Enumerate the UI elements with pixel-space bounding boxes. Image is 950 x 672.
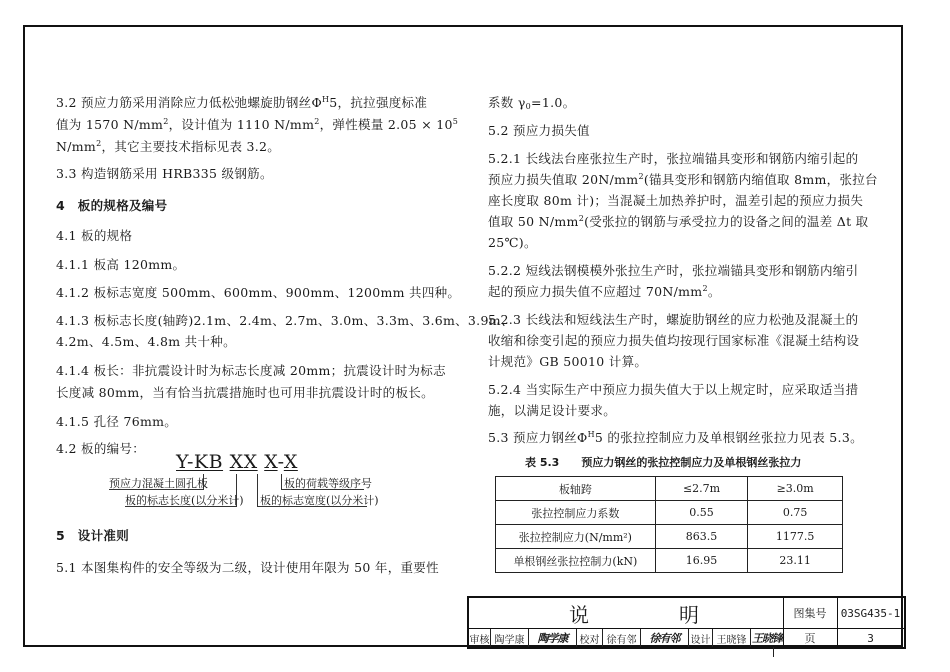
- table-row: [496, 525, 843, 549]
- check-label: 校对: [577, 629, 603, 647]
- heading-4-1: 4.1 板的规格: [56, 228, 133, 243]
- atlas-number: 03SG435-1: [840, 606, 901, 620]
- table-row: [496, 549, 843, 573]
- title-block: [467, 596, 906, 649]
- heading-section-5: 5 设计准则: [56, 528, 129, 543]
- header-cell: 板轴跨: [496, 477, 656, 501]
- table-row: [496, 501, 843, 525]
- checker-signature: 徐有邻: [641, 629, 689, 647]
- designer-signature: 王晓锋: [752, 632, 782, 645]
- table-5-3: [495, 476, 843, 573]
- label-plate-length: 板的标志长度(以分米计): [125, 494, 244, 507]
- cell-value: 0.75: [748, 501, 843, 525]
- para-4-1-2: 4.1.2 板标志宽度 500mm、600mm、900mm、1200mm 共四种。: [56, 285, 461, 300]
- signature-stroke: [773, 647, 774, 657]
- para-5-2-3-line2: 收缩和徐变引起的预应力损失值均按现行国家标准《混凝土结构设: [488, 333, 860, 348]
- para-5-2-4-line1: 5.2.4 当实际生产中预应力损失值大于以上规定时，应采取适当措: [488, 382, 859, 397]
- title-char-right: 明: [679, 602, 699, 627]
- label-plate-type: 预应力混凝土圆孔板: [109, 477, 208, 490]
- para-4-1-1: 4.1.1 板高 120mm。: [56, 257, 186, 272]
- header-cell: ≥3.0m: [748, 477, 843, 501]
- para-4-1-3-line2: 4.2m、4.5m、4.8m 共十种。: [56, 334, 236, 349]
- cell-value: 0.55: [655, 501, 748, 525]
- heading-5-2: 5.2 预应力损失值: [488, 123, 590, 138]
- para-5-1-continued: 系数 $\gamma_0=1.0$。: [488, 95, 576, 111]
- cell-value: 1177.5: [748, 525, 843, 549]
- designer-name: 王晓锋: [713, 629, 751, 647]
- para-4-1-4-line1: 4.1.4 板长：非抗震设计时为标志长度减 20mm；抗震设计时为标志: [56, 363, 446, 378]
- para-5-2-1-line3: 座长度取 80m 计)；当混凝土加热养护时，温差引起的预应力损失: [488, 193, 864, 208]
- para-3-2-line1: 3.2 预应力筋采用消除应力低松弛螺旋肋钢丝$\Phi^H5$，抗拉强度标准: [56, 95, 428, 110]
- para-5-2-2-line1: 5.2.2 短线法钢模模外张拉生产时，张拉端锚具变形和钢筋内缩引: [488, 263, 859, 278]
- table-5-3-title: 表 5.3 预应力钢丝的张拉控制应力及单根钢丝张拉力: [525, 456, 802, 469]
- table-header-row: [496, 477, 843, 501]
- para-3-2-line3: $N/mm^2$，其它主要技术指标见表 3.2。: [56, 139, 281, 154]
- title-char-left: 说: [569, 602, 589, 627]
- para-4-1-3-line1: 4.1.3 板标志长度(轴跨)2.1m、2.4m、2.7m、3.0m、3.3m、3.6m、3.9m、: [56, 313, 514, 328]
- row-label: 张拉控制应力系数: [496, 501, 656, 525]
- row-label: 单根钢丝张拉控制力(kN): [496, 549, 656, 573]
- para-4-1-5: 4.1.5 孔径 76mm。: [56, 414, 178, 429]
- para-5-2-1-line4: 值取 50 $N/mm^2$(受张拉的钢筋与承受拉力的设备之间的温差 Δt 取: [488, 214, 869, 229]
- code-string: Y-KB XX X-X: [176, 451, 298, 473]
- para-3-3: 3.3 构造钢筋采用 HRB335 级钢筋。: [56, 166, 273, 181]
- review-label: 审核: [469, 629, 491, 647]
- para-5-2-4-line2: 施，以满足设计要求。: [488, 403, 617, 418]
- page-label: 页: [804, 632, 816, 645]
- cell-value: 863.5: [655, 525, 748, 549]
- label-plate-width: 板的标志宽度(以分米计): [260, 494, 379, 507]
- cell-value: 23.11: [748, 549, 843, 573]
- checker-name: 徐有邻: [603, 629, 641, 647]
- leader-line: [281, 474, 282, 490]
- leader-line: [257, 474, 258, 507]
- para-3-2-line2: 值为 1570 $N/mm^2$，设计值为 1110 $N/mm^2$，弹性模量 $2.05 \times 10^5$: [56, 117, 459, 132]
- cell-value: 16.95: [655, 549, 748, 573]
- atlas-number-label: 图集号: [793, 607, 827, 620]
- para-5-2-2-line2: 起的预应力损失值不应超过 $70N/mm^2$。: [488, 284, 721, 299]
- para-5-2-3-line3: 计规范》GB 50010 计算。: [488, 354, 648, 369]
- header-cell: ≤2.7m: [655, 477, 748, 501]
- para-4-1-4-line2: 长度减 80mm，当有恰当抗震措施时也可用非抗震设计时的板长。: [56, 385, 434, 400]
- label-load-grade: 板的荷载等级序号: [284, 477, 372, 490]
- page-number: 3: [867, 631, 874, 645]
- reviewer-name: 陶学康: [491, 629, 529, 647]
- heading-4-2: 4.2 板的编号：: [56, 441, 146, 456]
- para-5-2-1-line5: 25℃)。: [488, 235, 537, 250]
- row-label: 张拉控制应力(N/mm²): [496, 525, 656, 549]
- design-label: 设计: [689, 629, 713, 647]
- para-5-2-1-line2: 预应力损失值取 $20N/mm^2$(锚具变形和钢筋内缩值取 8mm，张拉台: [488, 172, 878, 187]
- para-5-2-1-line1: 5.2.1 长线法台座张拉生产时，张拉端锚具变形和钢筋内缩引起的: [488, 151, 859, 166]
- reviewer-signature: 陶学康: [529, 629, 577, 647]
- heading-section-4: 4 板的规格及编号: [56, 198, 168, 213]
- para-5-2-3-line1: 5.2.3 长线法和短线法生产时，螺旋肋钢丝的应力松弛及混凝土的: [488, 312, 859, 327]
- para-5-1: 5.1 本图集构件的安全等级为二级，设计使用年限为 50 年，重要性: [56, 560, 439, 575]
- para-5-3: 5.3 预应力钢丝$\Phi^H5$ 的张拉控制应力及单根钢丝张拉力见表 5.3。: [488, 430, 863, 445]
